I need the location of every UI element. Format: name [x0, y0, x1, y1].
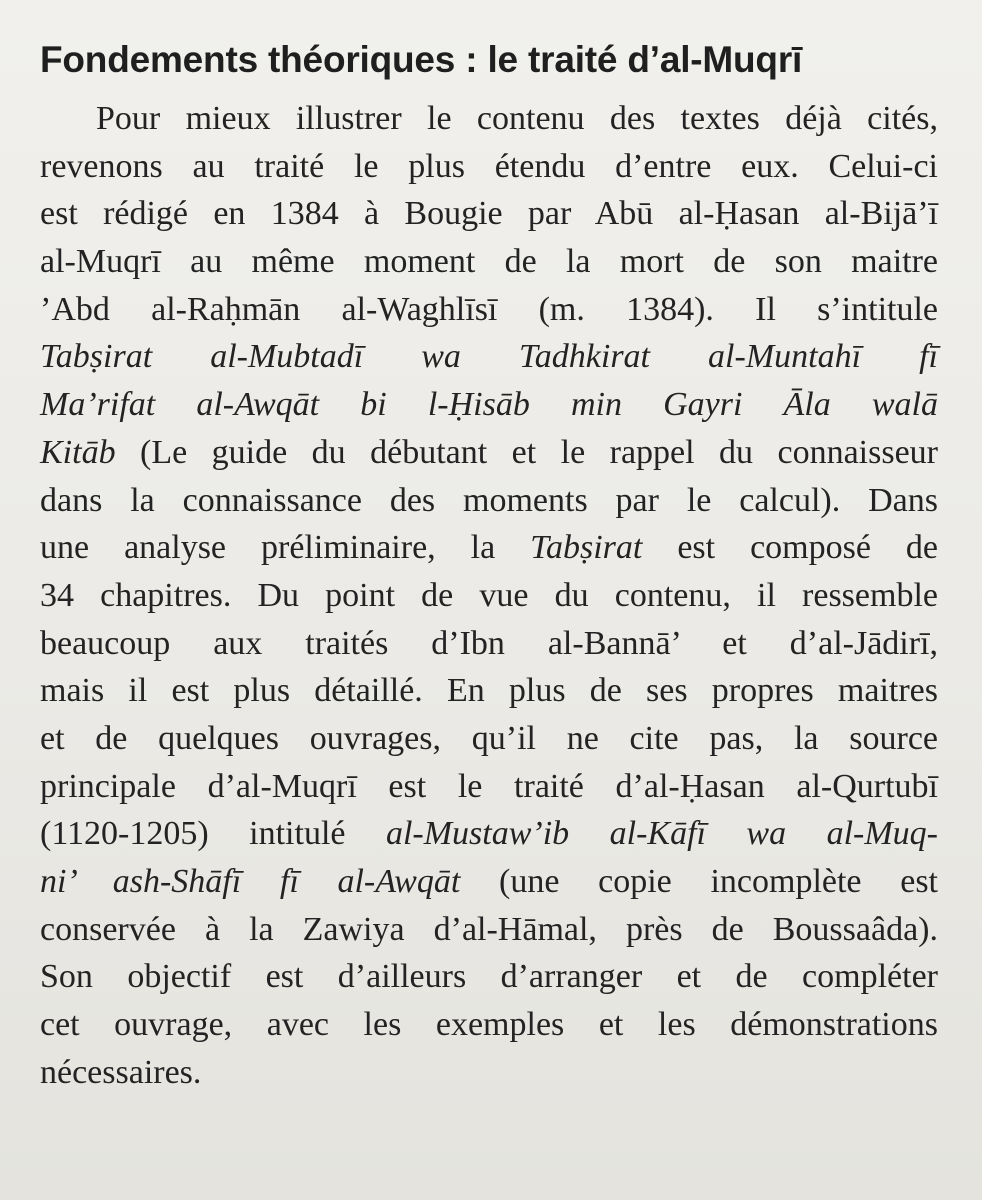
- text-run: revenons au traité le plus étendu d’entre eux. Celui-ci: [40, 147, 938, 185]
- text-line: [40, 381, 938, 429]
- text-run: principale d’al-Muqrī est le traité d’al-Ḥasan al-Qurtubī: [40, 767, 938, 805]
- text-run: est composé de: [642, 529, 938, 567]
- text-line: [40, 190, 938, 238]
- text-run: (1120-1205) intitulé: [40, 815, 386, 853]
- text-run: (Le guide du débutant et le rappel du connaisseur: [115, 433, 938, 471]
- italic-title-run: ni’ ash-Shāfī fī al-Awqāt: [40, 863, 461, 900]
- section-heading: Fondements théoriques : le traité d’al-Muqrī: [40, 39, 803, 80]
- text-run: conservée à la Zawiya d’al-Hāmal, près de Boussaâda).: [40, 910, 938, 948]
- text-run: ’Abd al-Raḥmān al-Waghlīsī (m. 1384). Il s’intitule: [40, 290, 938, 328]
- text-line: [40, 906, 938, 954]
- text-line: [40, 953, 938, 1001]
- text-run: et de quelques ouvrages, qu’il ne cite pas, la source: [40, 719, 938, 757]
- text-line: [40, 429, 938, 477]
- italic-title-run: Ma’rifat al-Awqāt bi l-Ḥisāb min Gayri Āla walā: [40, 386, 938, 424]
- body-paragraph: [40, 95, 938, 1096]
- italic-title-run: Tabṣirat: [530, 529, 643, 567]
- text-run: cet ouvrage, avec les exemples et les démonstrations: [40, 1006, 938, 1044]
- text-line: [40, 1049, 938, 1097]
- text-line: [40, 858, 938, 906]
- text-run: est rédigé en 1384 à Bougie par Abū al-Ḥasan al-Bijā’ī: [40, 195, 938, 233]
- text-run: (une copie incomplète est: [460, 863, 939, 900]
- text-run: nécessaires.: [40, 1053, 202, 1091]
- text-run: Son objectif est d’ailleurs d’arranger et de compléter: [40, 958, 938, 996]
- text-run: beaucoup aux traités d’Ibn al-Bannā’ et d’al-Jādirī,: [40, 624, 938, 662]
- text-line: [40, 95, 938, 143]
- text-line: [40, 572, 938, 620]
- text-line: [40, 667, 938, 715]
- text-line: [40, 620, 938, 668]
- text-run: mais il est plus détaillé. En plus de ses propres maitres: [40, 672, 938, 710]
- italic-title-run: Tabṣirat al-Mubtadī wa Tadhkirat al-Muntahī fī: [40, 338, 938, 376]
- text-line: [40, 715, 938, 763]
- text-line: [40, 477, 938, 525]
- text-line: [40, 524, 938, 572]
- text-line: [40, 1001, 938, 1049]
- text-line: [40, 238, 938, 286]
- text-line: [40, 286, 938, 334]
- text-run: 34 chapitres. Du point de vue du contenu, il ressemble: [40, 576, 938, 614]
- text-line: [40, 143, 938, 191]
- text-line: [40, 763, 938, 811]
- text-line: [40, 810, 938, 858]
- italic-title-run: Kitāb: [40, 433, 116, 471]
- text-run: une analyse préliminaire, la: [40, 529, 531, 567]
- text-run: Pour mieux illustrer le contenu des textes déjà cités,: [96, 100, 938, 137]
- text-line: [40, 333, 938, 381]
- italic-title-run: al-Mustaw’ib al-Kāfī wa al-Muq-: [385, 815, 938, 853]
- text-run: al-Muqrī au même moment de la mort de son maitre: [40, 243, 938, 281]
- text-run: dans la connaissance des moments par le calcul). Dans: [40, 481, 938, 519]
